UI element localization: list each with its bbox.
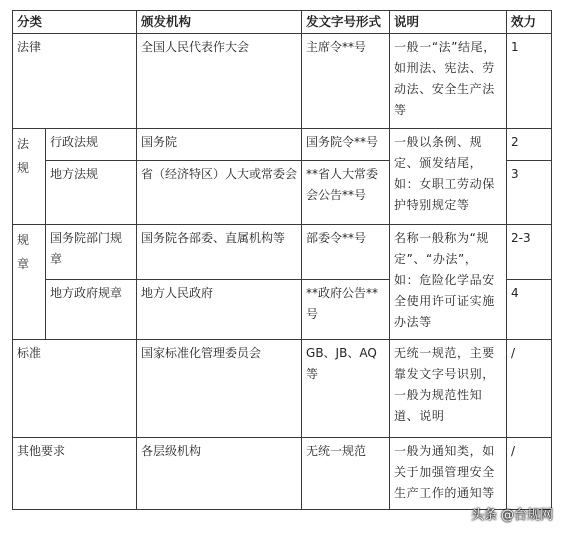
regulation-group-char-2: 规: [17, 161, 30, 175]
other-doc-number: 无统一规范: [302, 438, 390, 510]
standard-category: 标准: [13, 340, 137, 438]
header-effect: 效力: [507, 11, 552, 34]
standard-doc-number: GB、JB、AQ等: [302, 340, 390, 438]
dept-rules-effect: 2-3: [507, 225, 552, 280]
table-row-law: [13, 34, 552, 129]
standard-issuer: 国家标准化管理委员会: [137, 340, 302, 438]
rules-group-label: [13, 225, 46, 340]
rules-group-char-1: 规: [17, 233, 30, 247]
standard-effect: /: [507, 340, 552, 438]
local-regulation-effect: 3: [507, 161, 552, 225]
dept-rules-issuer: 国务院各部委、直属机构等: [137, 225, 302, 280]
local-gov-rules-effect: 4: [507, 280, 552, 340]
table-row-standard: [13, 340, 552, 438]
law-doc-number: 主席令**号: [302, 34, 390, 129]
law-effect: 1: [507, 34, 552, 129]
other-description: 一般为通知类，如关于加强管理安全生产工作的通知等: [390, 438, 507, 510]
header-row: [13, 11, 552, 34]
standard-description: 无统一规范，主要靠发文字号识别，一般为规范性知道、说明: [390, 340, 507, 438]
source-watermark: 头条 @台规网: [470, 508, 553, 523]
local-regulation-issuer: 省（经济特区）人大或常委会: [137, 161, 302, 225]
local-gov-rules-doc-number: **政府公告**号: [302, 280, 390, 340]
law-classification-table: [12, 10, 552, 510]
admin-regulation-effect: 2: [507, 129, 552, 161]
admin-regulation-issuer: 国务院: [137, 129, 302, 161]
rules-description: 名称一般称为“规定”、“办法”，如：危险化学品安全使用许可证实施办法等: [390, 225, 507, 340]
table-row-dept-rules: [13, 225, 552, 280]
regulation-group-label: [13, 129, 46, 225]
dept-rules-category: 国务院部门规章: [46, 225, 137, 280]
regulation-group-char-1: 法: [17, 137, 30, 151]
admin-regulation-doc-number: 国务院令**号: [302, 129, 390, 161]
local-regulation-category: 地方法规: [46, 161, 137, 225]
header-description: 说明: [390, 11, 507, 34]
law-description: 一般一“法”结尾，如刑法、宪法、劳动法、安全生产法等: [390, 34, 507, 129]
law-issuer: 全国人民代表作大会: [137, 34, 302, 129]
other-category: 其他要求: [13, 438, 137, 510]
local-gov-rules-category: 地方政府规章: [46, 280, 137, 340]
other-effect: /: [507, 438, 552, 510]
header-doc-number: 发文字号形式: [302, 11, 390, 34]
table-row-admin-regulation: [13, 129, 552, 161]
header-category: 分类: [13, 11, 137, 34]
admin-regulation-category: 行政法规: [46, 129, 137, 161]
law-category: 法律: [13, 34, 137, 129]
local-regulation-doc-number: **省人大常委会公告**号: [302, 161, 390, 225]
header-issuer: 颁发机构: [137, 11, 302, 34]
local-gov-rules-issuer: 地方人民政府: [137, 280, 302, 340]
table-row-other: [13, 438, 552, 510]
regulation-description: 一般以条例、规定、颁发结尾，如：女职工劳动保护特别规定等: [390, 129, 507, 225]
rules-group-char-2: 章: [17, 257, 30, 271]
dept-rules-doc-number: 部委令**号: [302, 225, 390, 280]
other-issuer: 各层级机构: [137, 438, 302, 510]
